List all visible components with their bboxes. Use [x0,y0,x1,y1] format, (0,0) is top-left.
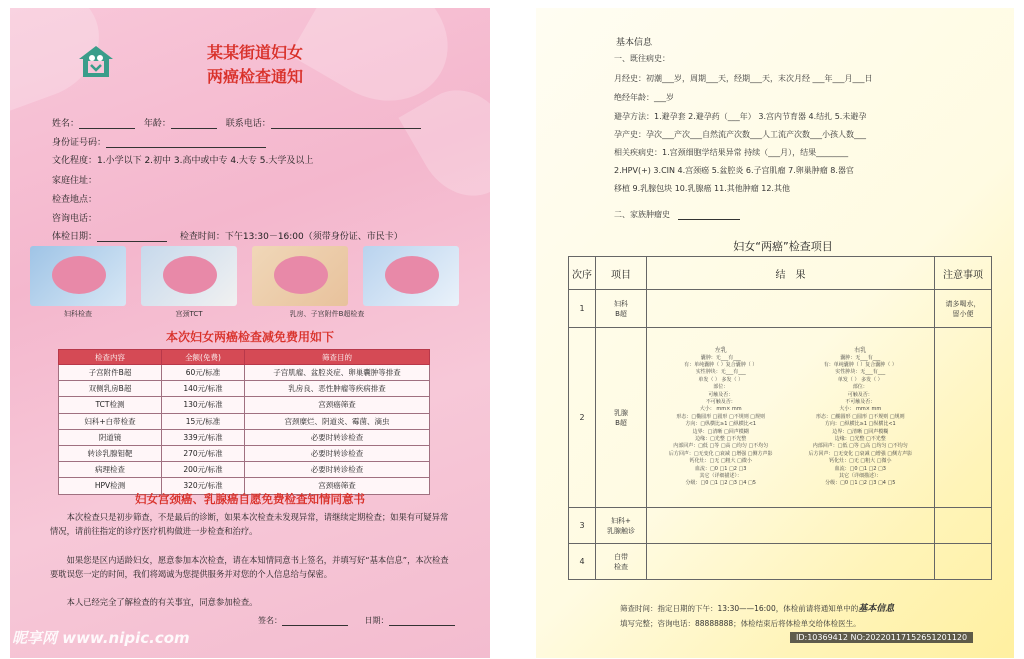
history-line: 月经史：初潮___岁，周期___天，经期___天，末次月经 ___年___月___日 [614,74,873,83]
exam-row-note: 请多喝水， 留小便 [935,290,992,328]
exam-table-title: 妇女“两癌”检查项目 [733,240,833,253]
fee-price-cell: 270元/标准 [162,445,245,461]
fee-price-cell: 339元/标准 [162,429,245,445]
id-field[interactable] [106,147,266,148]
id-label: 身份证号码： [52,138,107,148]
name-field[interactable] [79,128,135,129]
address-label: 家庭住址： [52,176,98,186]
history-line: 避孕方法：1.避孕套 2.避孕药（___年） 3.宫内节育器 4.结扎 5.未避孕 [614,112,867,121]
fee-item-cell: HPV检测 [59,478,162,494]
breast-field-line[interactable]: 可触及否： [847,391,873,398]
fee-item-cell: 妇科+白带检查 [59,413,162,429]
age-field[interactable] [171,128,217,129]
exam-row [569,508,992,544]
breast-field-line[interactable]: 部位： [713,384,729,391]
fee-price-cell: 140元/标准 [162,381,245,397]
breast-field-line[interactable]: 方向：□纵横比≥1 □纵横比<1 [685,421,757,428]
photo-caption: 乳房、子宫附件B超检查 [289,310,365,318]
fee-purpose-cell: 宫颈糜烂、阴道炎、霉菌、滴虫 [245,413,430,429]
breast-field-line[interactable]: 部位： [852,384,868,391]
fee-purpose-cell: 必要时转诊检查 [245,429,430,445]
phone-label: 联系电话： [225,119,271,129]
breast-field-line[interactable]: 单发（ ） 多发（ ） [837,376,883,383]
consent-paragraph-3: 本人已经完全了解检查的有关事宜，同意参加检查。 [66,597,258,607]
left-breast-label: 左乳 [714,347,727,355]
fee-row [59,429,430,445]
breast-ultrasound-result[interactable] [647,328,935,508]
fee-table [58,349,430,495]
fee-price-cell: 15元/标准 [162,413,245,429]
fee-purpose-cell: 必要时转诊检查 [245,462,430,478]
fee-item-cell: TCT检测 [59,397,162,413]
breast-field-line[interactable]: 有：单纯囊肿（ ）复合囊肿（ ） [823,361,897,368]
history-line: 移植 9.乳腺包块 10.乳腺癌 11.其他肿瘤 12.其他 [614,184,790,193]
breast-field-line[interactable]: 囊肿：无___有___ [700,354,741,361]
fee-price-cell: 320元/标准 [162,478,245,494]
exam-date-field[interactable] [97,241,167,242]
breast-field-line[interactable]: 形态：□椭圆形 □圆形 □不规则 □规则 [676,413,766,420]
fee-header-item: 检查内容 [59,350,162,365]
photo-tct [141,246,237,306]
fee-price-cell: 130元/标准 [162,397,245,413]
breast-field-line[interactable]: 实性肿块：无___有___ [835,369,886,376]
exam-table [568,256,992,580]
exam-row-result[interactable] [647,508,935,544]
breast-field-line[interactable]: 钙化灶：□无 □粗大 □微小 [689,458,752,465]
footer-bold-text: 基本信息 [858,604,895,614]
fee-purpose-cell: 子宫肌瘤、盆腔炎症、卵巢囊肿等排查 [245,365,430,381]
breast-field-line[interactable]: 分级：□0 □1 □2 □3 □4 □5 [685,480,756,487]
breast-field-line[interactable]: 有：单纯囊肿（ ）复合囊肿（ ） [684,361,758,368]
breast-field-line[interactable]: 血流：□0 □1 □2 □3 [695,465,747,472]
sign-date-field[interactable] [389,625,455,626]
breast-field-line[interactable]: 可触及否： [708,391,734,398]
exam-row-item: 白带 检查 [596,544,647,580]
breast-field-line[interactable]: 边界：□清晰 □回声模糊 [832,428,889,435]
consent-title: 妇女宫颈癌、乳腺癌自愿免费检查知情同意书 [135,492,365,506]
exam-form-page [536,8,1014,658]
exam-header-note: 注意事项 [935,257,992,290]
fee-item-cell: 病理检查 [59,462,162,478]
fee-row [59,365,430,381]
breast-field-line[interactable]: 大小： mm× mm [699,406,742,413]
age-label: 年龄： [143,119,171,129]
footer-line-1 [620,601,894,614]
breast-field-line[interactable]: 大小： mm× mm [839,406,882,413]
exam-row-item: 乳腺 B超 [596,328,647,508]
photo-caption: 宫颈TCT [175,310,203,318]
location-label: 检查地点： [52,195,98,205]
fee-price-cell: 60元/标准 [162,365,245,381]
photo-extra [363,246,459,306]
footer-line-2: 填写完整；咨询电话：88888888；体检结束后将体检单交给体检医生。 [620,619,861,628]
history-line: 孕产史：孕次___产次___自然流产次数___人工流产次数___小孩人数___ [614,130,866,139]
history-line: 2.HPV(+) 3.CIN 4.宫颈癌 5.盆腔炎 6.子宫肌瘤 7.卵巢肿瘤 8.器官 [614,166,854,175]
consult-phone-label: 咨询电话： [52,214,98,224]
exam-row [569,328,992,508]
exam-row-item: 妇科 B超 [596,290,647,328]
history-line: 绝经年龄：___岁 [614,93,674,102]
fee-purpose-cell: 必要时转诊检查 [245,445,430,461]
house-logo-icon [77,43,115,79]
fee-row [59,413,430,429]
breast-field-line[interactable]: 实性肿块：无___有___ [695,369,746,376]
exam-row-no: 1 [569,290,596,328]
id-watermark: ID:10369412 NO:20220117152651201120 [790,632,973,643]
right-breast-column [791,347,929,488]
left-breast-column [652,347,790,488]
notice-title-line1: 某某街道妇女 [206,43,303,62]
fee-item-cell: 双侧乳房B超 [59,381,162,397]
breast-field-line[interactable]: 单发（ ） 多发（ ） [698,376,744,383]
name-age-phone-row [52,116,421,129]
breast-field-line[interactable]: 内部回声：□低 □等 □高 □均匀 □不均匀 [673,443,769,450]
consent-paragraph-2: 如果您是区内适龄妇女，愿意参加本次检查，请在本知情同意书上签名，并填写好“基本信息”，本次检查要耽误您一定的时间，我们将竭诚为您提供服务并对您的个人信息给与保密。 [50,555,449,579]
breast-field-line[interactable]: 不可触及否： [705,398,736,405]
basic-info-heading: 基本信息 [616,38,653,48]
history-title: 一、既往病史： [614,54,670,63]
exam-date-label: 体检日期： [52,232,98,242]
right-breast-label: 右乳 [854,347,867,355]
family-history-label: 二、家族肿瘤史 [614,210,670,219]
fee-purpose-cell: 宫颈癌筛查 [245,397,430,413]
exam-time-text: 检查时间：下午13:30－16:00（须带身份证、市民卡） [179,232,403,242]
fee-purpose-cell: 乳房良、恶性肿瘤等疾病排查 [245,381,430,397]
name-label: 姓名： [52,119,80,129]
breast-field-line[interactable]: 内部回声：□低 □等 □高 □均匀 □不均匀 [812,443,908,450]
history-line: 相关疾病史：1.宫颈细胞学结果异常 持续（___月），结果________ [614,148,849,157]
exam-row-note [935,544,992,580]
fee-row [59,381,430,397]
fee-item-cell: 子宫附件B超 [59,365,162,381]
breast-field-line[interactable]: 后方回声：□无变化 □衰减 □增强 □侧方声影 [808,450,913,457]
notice-title-line2: 两癌检查通知 [206,67,303,86]
breast-field-line[interactable]: 形态：□椭圆形 □圆形 □不规则 □规则 [815,413,905,420]
exam-header-result: 结 果 [647,257,935,290]
phone-field[interactable] [271,128,421,129]
footer-text: 筛查时间：指定日期的下午：13:30——16:00，体检前请将通知单中的 [620,604,859,613]
breast-field-line[interactable]: 边缘：□光整 □不光整 [695,436,747,443]
exam-row-no: 3 [569,508,596,544]
fee-header-price: 全额(免费) [162,350,245,365]
exam-header-no: 次序 [569,257,596,290]
fee-item-cell: 转诊乳腺钼靶 [59,445,162,461]
exam-row [569,544,992,580]
fee-purpose-cell: 宫颈癌筛查 [245,478,430,494]
education-row: 文化程度：1.小学以下 2.初中 3.高中或中专 4.大专 5.大学及以上 [52,156,314,166]
photo-gyn-exam [30,246,126,306]
photo-caption: 妇科检查 [64,310,92,318]
signature-field[interactable] [282,625,348,626]
sign-date-label: 日期： [364,616,389,625]
fee-row [59,445,430,461]
signature-row [258,615,455,626]
fee-row [59,462,430,478]
breast-field-line[interactable]: 钙化灶：□无 □粗大 □微小 [829,458,892,465]
exam-row-no: 2 [569,328,596,508]
exam-row [569,290,992,328]
site-watermark-logo: 昵享网 www.nipic.com [12,629,190,647]
family-history-field[interactable] [678,219,740,220]
notice-page [10,8,490,658]
breast-field-line[interactable]: 其它（详细描述）： [699,473,742,480]
id-row [52,135,266,148]
breast-field-line[interactable]: 边缘：□光整 □不光整 [834,436,886,443]
exam-header-item: 项目 [596,257,647,290]
exam-row-result[interactable] [647,290,935,328]
date-time-row [52,229,403,242]
fee-section-title: 本次妇女两癌检查减免费用如下 [165,330,334,344]
breast-field-line[interactable]: 不可触及否： [845,398,876,405]
breast-field-line[interactable]: 方向：□纵横比≥1 □纵横比<1 [824,421,896,428]
exam-row-item: 妇科+ 乳腺触诊 [596,508,647,544]
photo-ultrasound [252,246,348,306]
signature-label: 签名： [258,616,282,625]
breast-field-line[interactable]: 囊肿：无___有___ [840,354,881,361]
exam-row-no: 4 [569,544,596,580]
breast-field-line[interactable]: 边界：□清晰 □回声模糊 [692,428,749,435]
consent-paragraph-1: 本次检查只是初步筛查，不是最后的诊断，如果本次检查未发现异常，请继续定期检查；如果有可疑异常情况，请前往指定的诊疗医疗机构做进一步检查和治疗。 [50,512,449,536]
breast-field-line[interactable]: 其它（详细描述）： [839,473,882,480]
family-history-row [614,209,740,220]
breast-field-line[interactable]: 后方回声：□无变化 □衰减 □增强 □侧方声影 [668,450,773,457]
exam-row-note [935,328,992,508]
exam-row-note [935,508,992,544]
fee-row [59,397,430,413]
exam-row-result[interactable] [647,544,935,580]
breast-field-line[interactable]: 分级：□0 □1 □2 □3 □4 □5 [825,480,896,487]
fee-price-cell: 200元/标准 [162,462,245,478]
fee-item-cell: 阴道镜 [59,429,162,445]
breast-field-line[interactable]: 血流：□0 □1 □2 □3 [834,465,886,472]
fee-header-purpose: 筛查目的 [245,350,430,365]
